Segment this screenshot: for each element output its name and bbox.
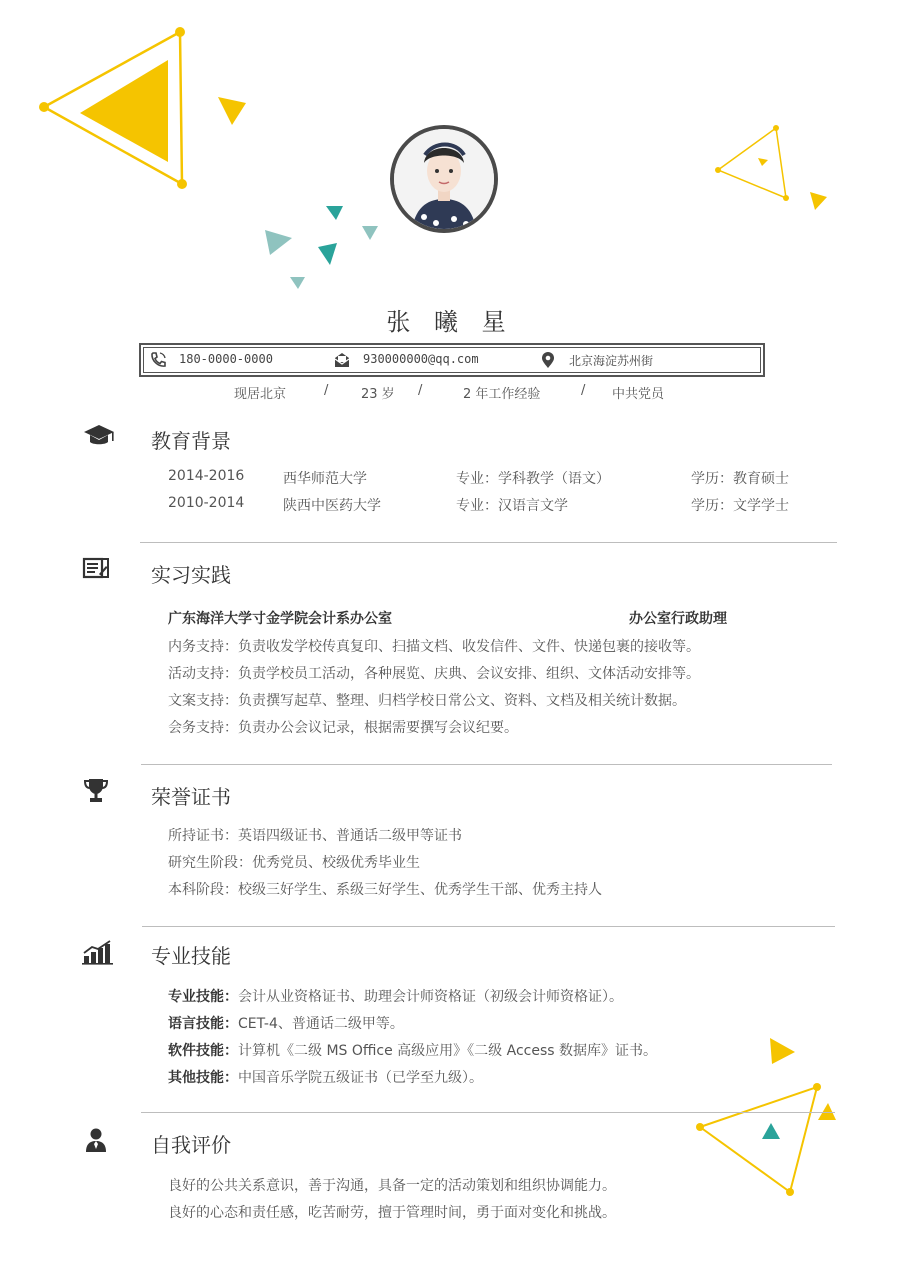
section-divider <box>140 542 837 543</box>
avatar <box>390 125 498 233</box>
skill-text: 中国音乐学院五级证书（已学至九级）。 <box>238 1070 483 1086</box>
honors-title: 荣誉证书 <box>151 785 231 809</box>
bar-chart-icon <box>82 939 114 965</box>
skill-text: 计算机《二级 MS Office 高级应用》《二级 Access 数据库》证书。 <box>238 1043 658 1059</box>
person-icon <box>85 1127 107 1153</box>
email-text: 930000000@qq.com <box>363 352 479 366</box>
education-title: 教育背景 <box>151 429 231 453</box>
edu-major: 专业：学科教学（语文） <box>456 471 610 487</box>
candidate-name: 张 曦 星 <box>386 308 514 336</box>
skill-text: 会计从业资格证书、助理会计师资格证（初级会计师资格证）。 <box>238 989 623 1005</box>
section-divider <box>141 1112 835 1113</box>
edu-major: 专业：汉语言文学 <box>456 498 568 514</box>
skills-title: 专业技能 <box>151 944 231 968</box>
edu-school: 西华师范大学 <box>283 471 367 487</box>
skill-item <box>168 1013 404 1033</box>
intern-item: 文案支持：负责撰写起草、整理、归档学校日常公文、资料、文档及相关统计数据。 <box>168 693 686 709</box>
edu-degree: 学历：文学学士 <box>691 498 789 514</box>
graduation-cap-icon <box>83 423 115 449</box>
meta-city: 现居北京 <box>234 387 287 402</box>
phone-icon <box>149 351 167 369</box>
honor-item: 本科阶段：校级三好学生、系级三好学生、优秀学生干部、优秀主持人 <box>168 882 602 898</box>
address-text: 北京海淀苏州街 <box>569 354 654 368</box>
contact-bar <box>139 343 765 377</box>
edu-degree: 学历：教育硕士 <box>691 471 789 487</box>
internship-title: 实习实践 <box>151 563 231 587</box>
meta-separator: / <box>418 383 423 398</box>
location-pin-icon <box>539 351 557 369</box>
meta-separator: / <box>581 383 586 398</box>
intern-item: 内务支持：负责收发学校传真复印、扫描文档、收发信件、文件、快递包裹的接收等。 <box>168 639 700 655</box>
document-icon <box>82 556 110 580</box>
skill-label: 其他技能： <box>168 1070 238 1086</box>
skill-item <box>168 1040 657 1060</box>
intern-organization: 广东海洋大学寸金学院会计系办公室 <box>168 611 392 627</box>
skill-item <box>168 1067 483 1087</box>
meta-experience: 2 年工作经验 <box>463 387 541 402</box>
edu-period: 2010-2014 <box>168 495 245 511</box>
skill-text: CET-4、普通话二级甲等。 <box>238 1016 404 1032</box>
intern-item: 会务支持：负责办公会议记录，根据需要撰写会议纪要。 <box>168 720 518 736</box>
honor-item: 研究生阶段：优秀党员、校级优秀毕业生 <box>168 855 420 871</box>
skill-label: 专业技能： <box>168 989 238 1005</box>
meta-separator: / <box>324 383 329 398</box>
self-item: 良好的公共关系意识，善于沟通，具备一定的活动策划和组织协调能力。 <box>168 1178 616 1194</box>
self-item: 良好的心态和责任感，吃苦耐劳，擅于管理时间，勇于面对变化和挑战。 <box>168 1205 616 1221</box>
skill-label: 语言技能： <box>168 1016 238 1032</box>
meta-politics: 中共党员 <box>612 387 665 402</box>
intern-role: 办公室行政助理 <box>629 611 727 627</box>
edu-period: 2014-2016 <box>168 468 245 484</box>
phone-text: 180-0000-0000 <box>179 352 273 366</box>
mail-icon <box>333 351 351 369</box>
trophy-icon <box>83 777 109 805</box>
honor-item: 所持证书：英语四级证书、普通话二级甲等证书 <box>168 828 462 844</box>
self-title: 自我评价 <box>151 1133 231 1157</box>
skill-item <box>168 986 623 1006</box>
skill-label: 软件技能： <box>168 1043 238 1059</box>
portrait-image <box>394 129 494 229</box>
meta-age: 23 岁 <box>361 387 395 402</box>
edu-school: 陕西中医药大学 <box>283 498 381 514</box>
section-divider <box>141 764 832 765</box>
section-divider <box>142 926 835 927</box>
intern-item: 活动支持：负责学校员工活动，各种展览、庆典、会议安排、组织、文体活动安排等。 <box>168 666 700 682</box>
